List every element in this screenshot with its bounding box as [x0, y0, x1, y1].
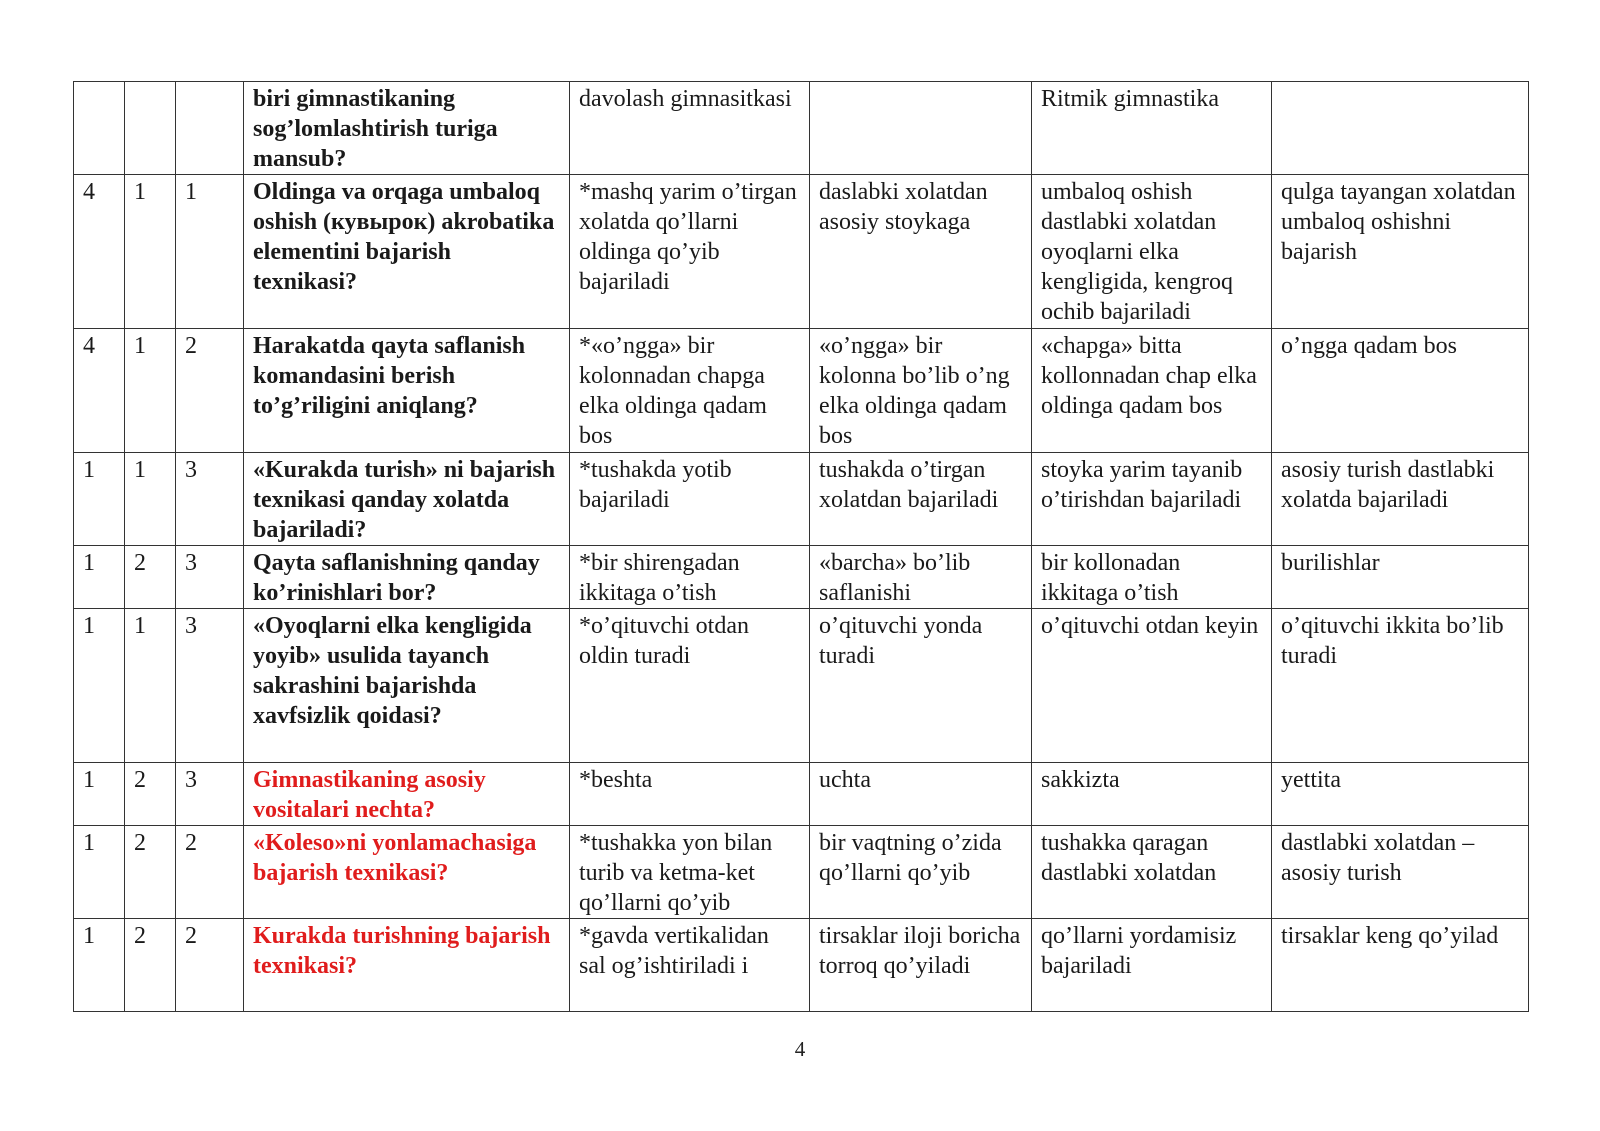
difficulty-cell: 2 [176, 329, 244, 453]
level-cell: 1 [74, 826, 125, 919]
level-cell: 1 [74, 609, 125, 763]
question-cell: «Oyoqlarni elka kengligida yoyib» usulida tayanch sakrashini bajarishda xavfsizlik qoidasi? [244, 609, 570, 763]
section-cell: 2 [125, 919, 176, 1012]
answer-option-d-cell: yettita [1272, 763, 1529, 826]
difficulty-cell: 3 [176, 546, 244, 609]
level-cell: 1 [74, 453, 125, 546]
answer-option-d-cell: o’qituvchi ikkita bo’lib turadi [1272, 609, 1529, 763]
difficulty-cell: 3 [176, 453, 244, 546]
table-row [74, 763, 1529, 826]
answer-option-c-cell: qo’llarni yordamisiz bajariladi [1032, 919, 1272, 1012]
level-cell: 1 [74, 919, 125, 1012]
question-cell: Oldinga va orqaga umbaloq oshish (кувырок) akrobatika elementini bajarish texnikasi? [244, 175, 570, 329]
question-cell: Qayta saflanishning qanday ko’rinishlari bor? [244, 546, 570, 609]
answer-option-b-cell: uchta [810, 763, 1032, 826]
difficulty-cell: 1 [176, 175, 244, 329]
answer-option-b-cell: «o’ngga» bir kolonna bo’lib o’ng elka oldinga qadam bos [810, 329, 1032, 453]
difficulty-cell: 3 [176, 763, 244, 826]
table-row [74, 329, 1529, 453]
difficulty-cell: 2 [176, 919, 244, 1012]
table-row [74, 453, 1529, 546]
correct-answer-cell: *mashq yarim o’tirgan xolatda qo’llarni oldinga qo’yib bajariladi [570, 175, 810, 329]
answer-option-d-cell [1272, 82, 1529, 175]
answer-option-c-cell: stoyka yarim tayanib o’tirishdan bajariladi [1032, 453, 1272, 546]
correct-answer-cell: davolash gimnasitkasi [570, 82, 810, 175]
answer-option-b-cell: tushakda o’tirgan xolatdan bajariladi [810, 453, 1032, 546]
answer-option-c-cell: Ritmik gimnastika [1032, 82, 1272, 175]
table-row [74, 826, 1529, 919]
level-cell [74, 82, 125, 175]
answer-option-b-cell: bir vaqtning o’zida qo’llarni qo’yib [810, 826, 1032, 919]
correct-answer-cell: *tushakka yon bilan turib va ketma-ket qo’llarni qo’yib [570, 826, 810, 919]
table-row [74, 609, 1529, 763]
questions-table [73, 81, 1529, 1012]
answer-option-c-cell: umbaloq oshish dastlabki xolatdan oyoqlarni elka kengligida, kengroq ochib bajariladi [1032, 175, 1272, 329]
section-cell [125, 82, 176, 175]
difficulty-cell [176, 82, 244, 175]
correct-answer-cell: *o’qituvchi otdan oldin turadi [570, 609, 810, 763]
answer-option-b-cell [810, 82, 1032, 175]
section-cell: 1 [125, 175, 176, 329]
page-number: 4 [794, 1037, 806, 1061]
answer-option-c-cell: tushakka qaragan dastlabki xolatdan [1032, 826, 1272, 919]
answer-option-c-cell: bir kollonadan ikkitaga o’tish [1032, 546, 1272, 609]
table-row [74, 82, 1529, 175]
level-cell: 4 [74, 175, 125, 329]
answer-option-b-cell: o’qituvchi yonda turadi [810, 609, 1032, 763]
answer-option-d-cell: burilishlar [1272, 546, 1529, 609]
answer-option-c-cell: «chapga» bitta kollonnadan chap elka oldinga qadam bos [1032, 329, 1272, 453]
answer-option-c-cell: o’qituvchi otdan keyin [1032, 609, 1272, 763]
difficulty-cell: 3 [176, 609, 244, 763]
correct-answer-cell: *«o’ngga» bir kolonnadan chapga elka oldinga qadam bos [570, 329, 810, 453]
section-cell: 2 [125, 546, 176, 609]
question-cell: «Kurakda turish» ni bajarish texnikasi qanday xolatda bajariladi? [244, 453, 570, 546]
table-row [74, 175, 1529, 329]
section-cell: 2 [125, 763, 176, 826]
answer-option-c-cell: sakkizta [1032, 763, 1272, 826]
level-cell: 1 [74, 546, 125, 609]
level-cell: 4 [74, 329, 125, 453]
level-cell: 1 [74, 763, 125, 826]
table-row [74, 546, 1529, 609]
question-cell: Gimnastikaning asosiy vositalari nechta? [244, 763, 570, 826]
question-cell: biri gimnastikaning sog’lomlashtirish turiga mansub? [244, 82, 570, 175]
answer-option-d-cell: asosiy turish dastlabki xolatda bajariladi [1272, 453, 1529, 546]
answer-option-d-cell: qulga tayangan xolatdan umbaloq oshishni bajarish [1272, 175, 1529, 329]
section-cell: 2 [125, 826, 176, 919]
answer-option-d-cell: dastlabki xolatdan – asosiy turish [1272, 826, 1529, 919]
question-cell: Kurakda turishning bajarish texnikasi? [244, 919, 570, 1012]
answer-option-b-cell: tirsaklar iloji boricha torroq qo’yiladi [810, 919, 1032, 1012]
answer-option-d-cell: tirsaklar keng qo’yilad [1272, 919, 1529, 1012]
correct-answer-cell: *beshta [570, 763, 810, 826]
section-cell: 1 [125, 609, 176, 763]
answer-option-b-cell: daslabki xolatdan asosiy stoykaga [810, 175, 1032, 329]
answer-option-d-cell: o’ngga qadam bos [1272, 329, 1529, 453]
question-cell: Harakatda qayta saflanish komandasini berish to’g’riligini aniqlang? [244, 329, 570, 453]
question-cell: «Koleso»ni yonlamachasiga bajarish texnikasi? [244, 826, 570, 919]
section-cell: 1 [125, 453, 176, 546]
correct-answer-cell: *gavda vertikalidan sal og’ishtiriladi i [570, 919, 810, 1012]
section-cell: 1 [125, 329, 176, 453]
correct-answer-cell: *tushakda yotib bajariladi [570, 453, 810, 546]
answer-option-b-cell: «barcha» bo’lib saflanishi [810, 546, 1032, 609]
table-row [74, 919, 1529, 1012]
difficulty-cell: 2 [176, 826, 244, 919]
correct-answer-cell: *bir shirengadan ikkitaga o’tish [570, 546, 810, 609]
